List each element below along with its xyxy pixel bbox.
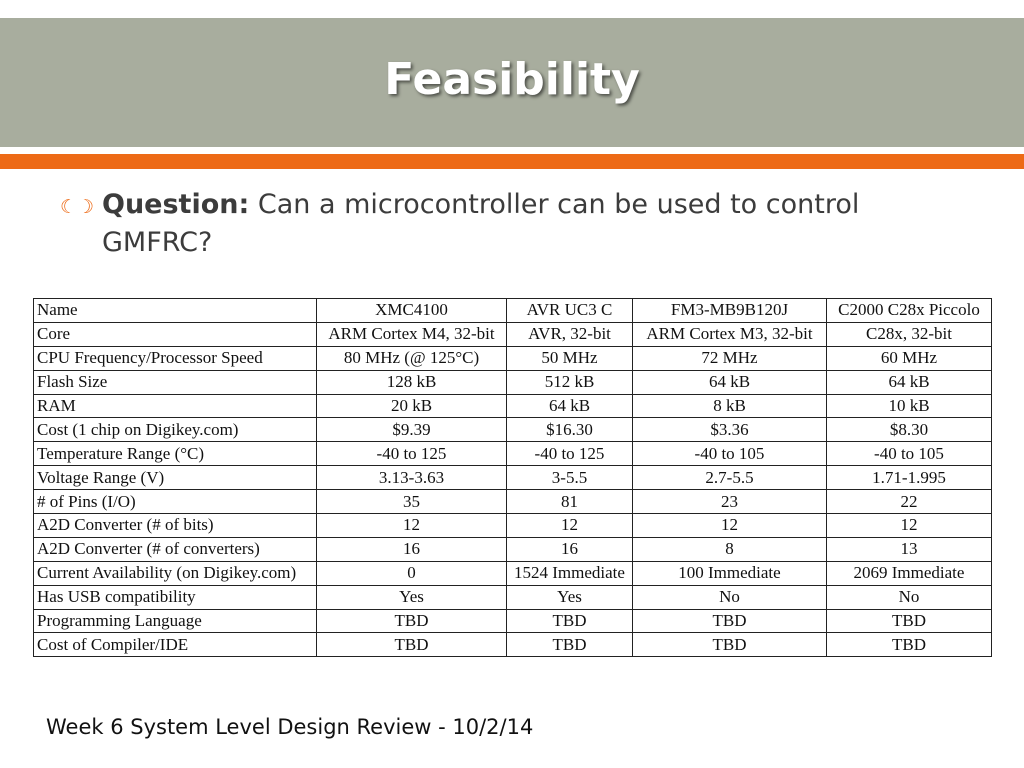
value-cell: 16	[317, 537, 507, 561]
row-label-cell: Has USB compatibility	[34, 585, 317, 609]
value-cell: 13	[827, 537, 992, 561]
value-cell: AVR, 32-bit	[507, 322, 633, 346]
value-cell: TBD	[507, 633, 633, 657]
value-cell: 1524 Immediate	[507, 561, 633, 585]
accent-bar	[0, 154, 1024, 169]
row-label-cell: A2D Converter (# of bits)	[34, 514, 317, 538]
value-cell: 80 MHz (@ 125°C)	[317, 346, 507, 370]
value-cell: 23	[633, 490, 827, 514]
value-cell: -40 to 105	[633, 442, 827, 466]
row-label-cell: Voltage Range (V)	[34, 466, 317, 490]
value-cell: XMC4100	[317, 299, 507, 323]
slide-title: Feasibility	[384, 54, 640, 105]
value-cell: 2069 Immediate	[827, 561, 992, 585]
value-cell: -40 to 125	[507, 442, 633, 466]
value-cell: 50 MHz	[507, 346, 633, 370]
table-row	[34, 466, 992, 490]
value-cell: TBD	[317, 633, 507, 657]
value-cell: 10 kB	[827, 394, 992, 418]
value-cell: TBD	[317, 609, 507, 633]
table-row	[34, 609, 992, 633]
value-cell: 8 kB	[633, 394, 827, 418]
value-cell: 12	[827, 514, 992, 538]
table-row	[34, 561, 992, 585]
row-label-cell: Core	[34, 322, 317, 346]
bullet-text	[102, 186, 920, 262]
value-cell: 64 kB	[507, 394, 633, 418]
value-cell: 0	[317, 561, 507, 585]
table-row	[34, 442, 992, 466]
footer: Week 6 System Level Design Review - 10/2/14	[46, 715, 534, 739]
comparison-table-wrap	[33, 298, 991, 657]
value-cell: 3.13-3.63	[317, 466, 507, 490]
value-cell: 81	[507, 490, 633, 514]
scroll-ornament-icon: ☾☽	[60, 196, 95, 218]
table-row	[34, 537, 992, 561]
value-cell: 72 MHz	[633, 346, 827, 370]
value-cell: 12	[317, 514, 507, 538]
value-cell: TBD	[827, 633, 992, 657]
row-label-cell: CPU Frequency/Processor Speed	[34, 346, 317, 370]
value-cell: No	[827, 585, 992, 609]
table-row	[34, 490, 992, 514]
value-cell: $3.36	[633, 418, 827, 442]
value-cell: No	[633, 585, 827, 609]
table-row	[34, 346, 992, 370]
value-cell: 35	[317, 490, 507, 514]
value-cell: TBD	[633, 633, 827, 657]
value-cell: FM3-MB9B120J	[633, 299, 827, 323]
value-cell: Yes	[317, 585, 507, 609]
value-cell: 100 Immediate	[633, 561, 827, 585]
table-row	[34, 370, 992, 394]
row-label-cell: Temperature Range (°C)	[34, 442, 317, 466]
value-cell: $8.30	[827, 418, 992, 442]
value-cell: 22	[827, 490, 992, 514]
value-cell: 16	[507, 537, 633, 561]
table-row	[34, 394, 992, 418]
row-label-cell: Programming Language	[34, 609, 317, 633]
microcontroller-comparison-table	[33, 298, 992, 657]
row-label-cell: Cost of Compiler/IDE	[34, 633, 317, 657]
row-label-cell: RAM	[34, 394, 317, 418]
row-label-cell: Cost (1 chip on Digikey.com)	[34, 418, 317, 442]
value-cell: 512 kB	[507, 370, 633, 394]
table-row	[34, 585, 992, 609]
value-cell: TBD	[827, 609, 992, 633]
value-cell: 12	[633, 514, 827, 538]
row-label-cell: Flash Size	[34, 370, 317, 394]
value-cell: 20 kB	[317, 394, 507, 418]
value-cell: 12	[507, 514, 633, 538]
value-cell: C2000 C28x Piccolo	[827, 299, 992, 323]
table-row	[34, 514, 992, 538]
question-label: Question:	[102, 189, 250, 220]
value-cell: AVR UC3 C	[507, 299, 633, 323]
question-bullet	[60, 186, 920, 262]
table-row	[34, 322, 992, 346]
row-label-cell: Current Availability (on Digikey.com)	[34, 561, 317, 585]
table-row	[34, 418, 992, 442]
value-cell: 8	[633, 537, 827, 561]
value-cell: TBD	[507, 609, 633, 633]
value-cell: C28x, 32-bit	[827, 322, 992, 346]
value-cell: ARM Cortex M4, 32-bit	[317, 322, 507, 346]
value-cell: 64 kB	[633, 370, 827, 394]
value-cell: $9.39	[317, 418, 507, 442]
value-cell: 128 kB	[317, 370, 507, 394]
value-cell: 1.71-1.995	[827, 466, 992, 490]
table-header-row	[34, 299, 992, 323]
row-label-cell: # of Pins (I/O)	[34, 490, 317, 514]
row-label-cell: A2D Converter (# of converters)	[34, 537, 317, 561]
value-cell: 2.7-5.5	[633, 466, 827, 490]
row-label-cell: Name	[34, 299, 317, 323]
value-cell: 60 MHz	[827, 346, 992, 370]
value-cell: Yes	[507, 585, 633, 609]
value-cell: -40 to 125	[317, 442, 507, 466]
value-cell: 3-5.5	[507, 466, 633, 490]
value-cell: -40 to 105	[827, 442, 992, 466]
value-cell: 64 kB	[827, 370, 992, 394]
value-cell: ARM Cortex M3, 32-bit	[633, 322, 827, 346]
question-text: Can a microcontroller can be used to control GMFRC?	[102, 189, 860, 258]
value-cell: $16.30	[507, 418, 633, 442]
value-cell: TBD	[633, 609, 827, 633]
table-row	[34, 633, 992, 657]
